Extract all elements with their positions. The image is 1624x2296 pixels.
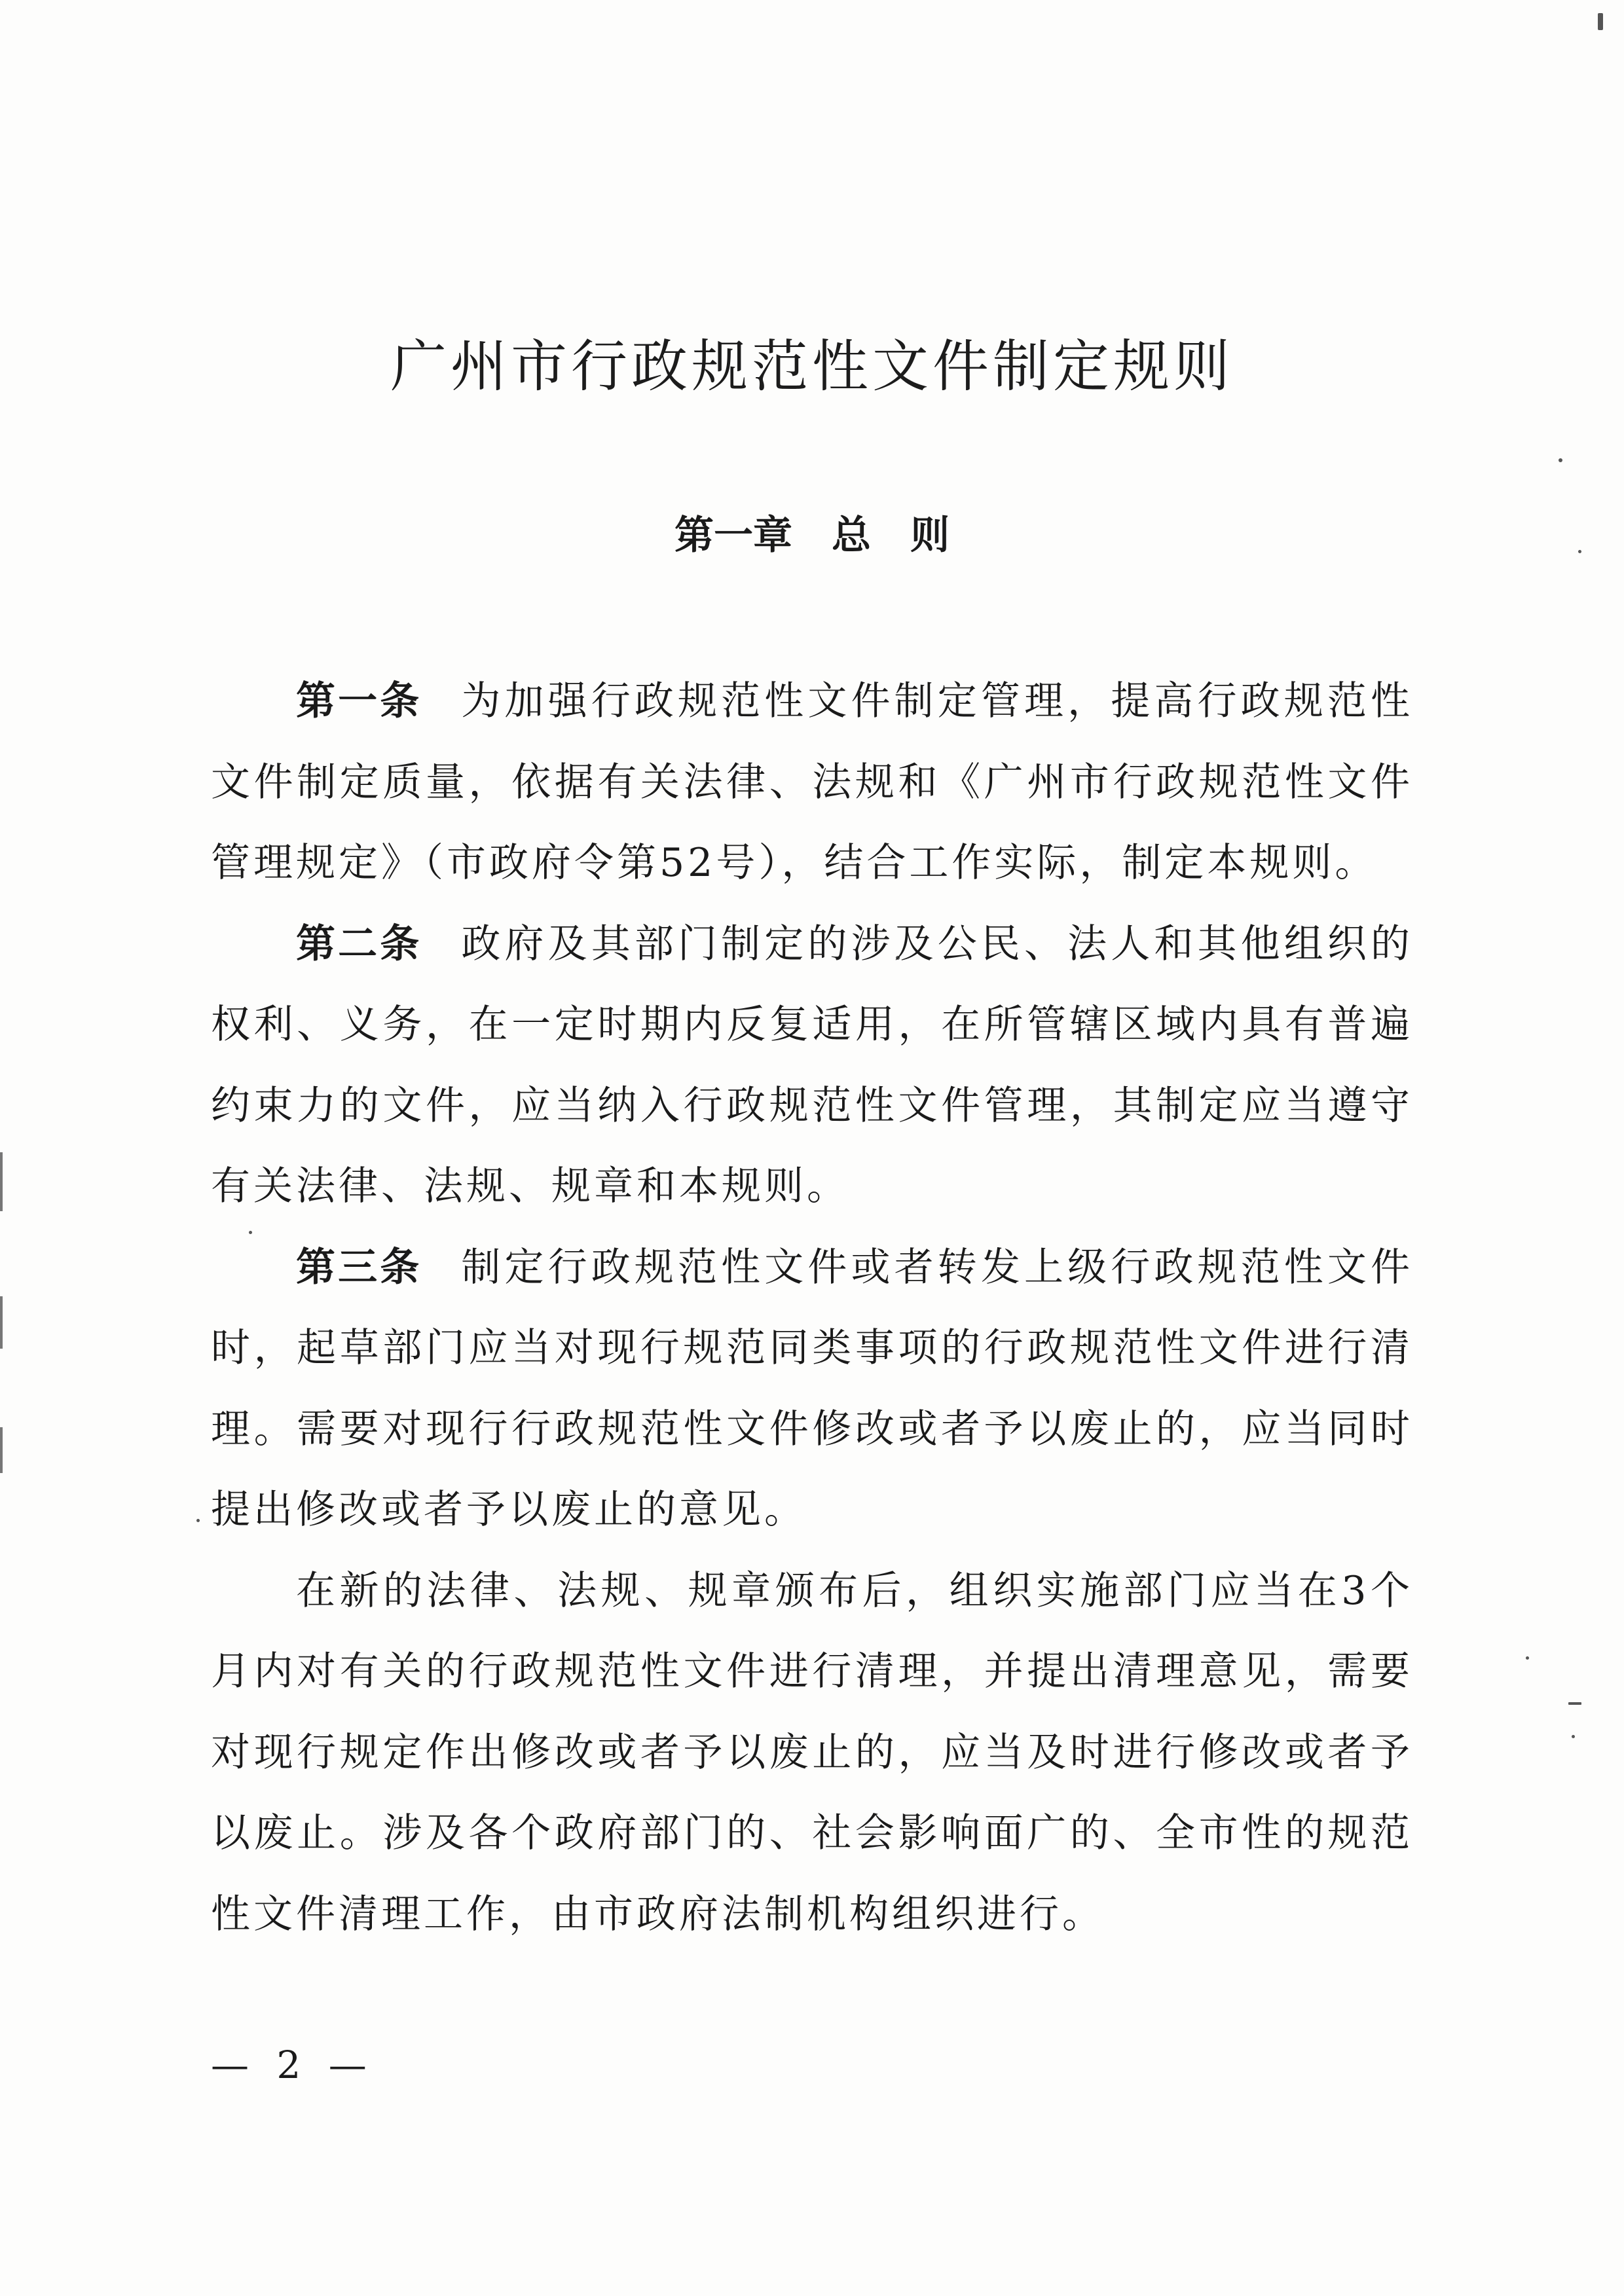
scan-edge-mark bbox=[0, 1152, 3, 1211]
article-text: 政府及其部门制定的涉及公民、法人和其他组织的权利、义务，在一定时期内反复适用，在所管辖区域内具有普遍约束力的文件，应当纳入行政规范性文件管理，其制定应当遵守有关法律、法规、规章和本规则。 bbox=[211, 920, 1413, 1209]
article-text: 为加强行政规范性文件制定管理，提高行政规范性文件制定质量，依据有关法律、法规和《广州市行政规范性文件管理规定》（市政府令第52号），结合工作实际，制定本规则。 bbox=[211, 678, 1413, 886]
chapter-label: 第一章 bbox=[674, 513, 792, 558]
scan-speck bbox=[1598, 13, 1603, 30]
chapter-name: 总 则 bbox=[832, 513, 950, 558]
article-text: 制定行政规范性文件或者转发上级行政规范性文件时，起草部门应当对现行规范同类事项的行政规范性文件进行清理。需要对现行行政规范性文件修改或者予以废止的，应当同时提出修改或者予以废止的意见。 bbox=[211, 1244, 1413, 1533]
article-text: 在新的法律、法规、规章颁布后，组织实施部门应当在3个月内对有关的行政规范性文件进行清理，并提出清理意见，需要对现行规定作出修改或者予以废止的，应当及时进行修改或者予以废止。涉及各个政府部门的、社会影响面广的、全市性的规范性文件清理工作，由市政府法制机构组织进行。 bbox=[211, 1567, 1413, 1937]
article-number: 第二条 bbox=[296, 920, 422, 967]
scan-speck bbox=[196, 1519, 200, 1522]
article-paragraph bbox=[211, 1228, 1413, 1551]
article-number: 第三条 bbox=[296, 1244, 422, 1290]
scan-speck bbox=[1559, 458, 1562, 462]
article-paragraph bbox=[211, 661, 1413, 904]
scan-edge-mark bbox=[0, 1296, 3, 1349]
scan-speck bbox=[1568, 1702, 1581, 1705]
article-number: 第一条 bbox=[296, 678, 422, 724]
page-number: — 2 — bbox=[211, 2043, 375, 2087]
document-title: 广州市行政规范性文件制定规则 bbox=[390, 334, 1234, 399]
scan-speck bbox=[1526, 1656, 1529, 1660]
scan-speck bbox=[1572, 1735, 1575, 1738]
chapter-heading bbox=[0, 504, 1624, 560]
document-body bbox=[211, 661, 1413, 1955]
article-paragraph bbox=[211, 1551, 1413, 1956]
scan-edge-mark bbox=[0, 1427, 3, 1473]
article-paragraph bbox=[211, 904, 1413, 1228]
